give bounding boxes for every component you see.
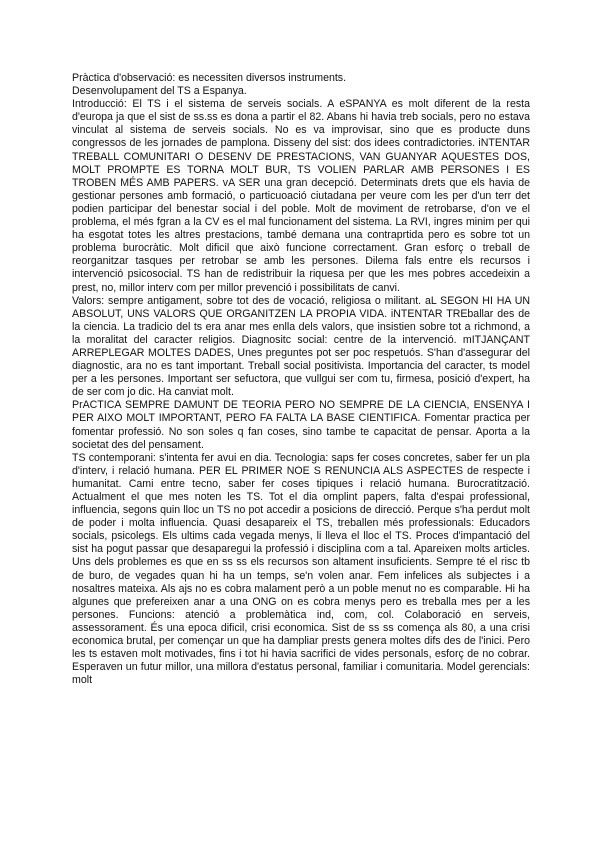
paragraph-practica: PrACTICA SEMPRE DAMUNT DE TEORIA PERO NO SEMPRE DE LA CIENCIA, ENSENYA I PER AIXO MOLT IMPORTANT, PERO FA FALTA LA BASE CIENTIFICA. Fomentar practica per fomentar professió. No son soles q fan coses, sino tambe te capacitat de pensar. Aporta a la societat des del pensament. — [72, 399, 530, 451]
paragraph-ts-contemporani: TS contemporani: s'intenta fer avui en dia. Tecnologia: saps fer coses concretes, saber fer un pla d'interv, i relació humana. PER EL PRIMER NOE S RENUNCIA ALS ASPECTES de respecte i humanitat. Cami entre tecno, saber fer coses tipiques i relació humana. Burocratització. Actualment el que mes noten les TS. Tot el dia omplint papers, falta d'espai professional, influencia, segons quin lloc un TS no pot accedir a posicions de direcció. Perque s'ha perdut molt de poder i molta influencia. Quasi desapareix el TS, treballen més professionals: Educadors socials, psicolegs. Els ultims cada vegada menys, li lleva el lloc el TS. Proces d'impantació del sist ha pogut passar que desaparegui la professió i disciplina com a tal. Apareixen molts articles. Uns dels problemes es que en ss ss els recursos son altament insuficients. Sempre té el risc tb de buro, de vegades quan hi ha un temps, se'n volen anar. Fem infelices als subjectes i a nosaltres mateixa. Als ajs no es cobra malament però a un poble menut no es comparable. Hi ha algunes que prefereixen anar a una ONG on es cobra menys pero es treballa mes per a les persones. Funcions: atenció a problemàtica ind, com, col. Colaboració en serveis, assessorament. És una epoca dificil, crisi economica. Sist de ss ss comença als 80, a una crisi economica brutal, per començar un que ha dampliar prests genera moltes difs des de l'inici. Pero les ts estaven molt motivades, fins i tot hi havia sacrifici de vides personals, esforç de no cobrar. Esperaven un futur millor, una millora d'estatus personal, familiar i comunitaria. Model gerencials: molt — [72, 451, 530, 687]
paragraph-introduccio: Introducció: El TS i el sistema de serveis socials. A eSPANYA es molt diferent de la resta d'europa ja que el sist de ss.ss es dona a partir el 82. Abans hi havia treb socials, pero no estava vinculat al sistema de serveis socials. No es va improvisar, sino que es producte duns congressos de les jornades de pamplona. Disseny del sist: dos idees contradictories. iNTENTAR TREBALL COMUNITARI O DESENV DE PRESTACIONS, VAN GUANYAR AQUESTES DOS, MOLT PROMPTE ES TORNA MOLT BUR, TS VOLIEN PARLAR AMB PERSONES I ES TROBEN MÉS AMB PAPERS. vA SER una gran decepció. Determinats drets que els havia de gestionar persones amb formació, o particuoació ciutadana per veure com les per d'un terr det podien participar del benestar social i del poble. Molt de moviment de retrobarse, d'on ve el problema, el més fgran a la CV es el mal funcionament del sistema. La RVI, ingres minim per qui ha esgotat totes les altres prestacions, també demana una contraprtida pero es sobre tot un problema burocràtic. Molt dificil que això funcione correctament. Gran esforç o treball de reorganitzar tasques per retrobar se amb les persones. Dilema fals entre els recursos i intervenció psicosocial. TS han de redistribuir la riquesa per que les mes pobres accedeixin a prest, no, millor interv com per millor prevenció i possibilitats de canvi. — [72, 98, 530, 294]
paragraph-valors: Valors: sempre antigament, sobre tot des de vocació, religiosa o militant. aL SEGON HI HA UN ABSOLUT, UNS VALORS QUE ORGANITZEN LA PROPIA VIDA. iNTENTAR TREballar des de la ciencia. La tradicio del ts era anar mes enlla dels valors, que insistien sobre tot a richmond, a la moralitat del caracter religios. Diagnositc social: centre de la intervenció. mITJANÇANT ARREPLEGAR MOLTES DADES, Unes preguntes pot ser poc respetuós. S'han d'assegurar del diagnostic, ara no es tant important. Treball social positivista. Importancia del caracter, ts model per a les persones. Important ser sefuctora, que vullgui ser com tu, firmesa, posició d'expert, ha de ser com jo dic. Ha canviat molt. — [72, 294, 530, 399]
subtitle-line: Desenvolupament del TS a Espanya. — [72, 85, 247, 98]
title-line: Pràctica d'observació: es necessiten diversos instruments. — [72, 72, 347, 84]
document-body — [72, 72, 530, 687]
